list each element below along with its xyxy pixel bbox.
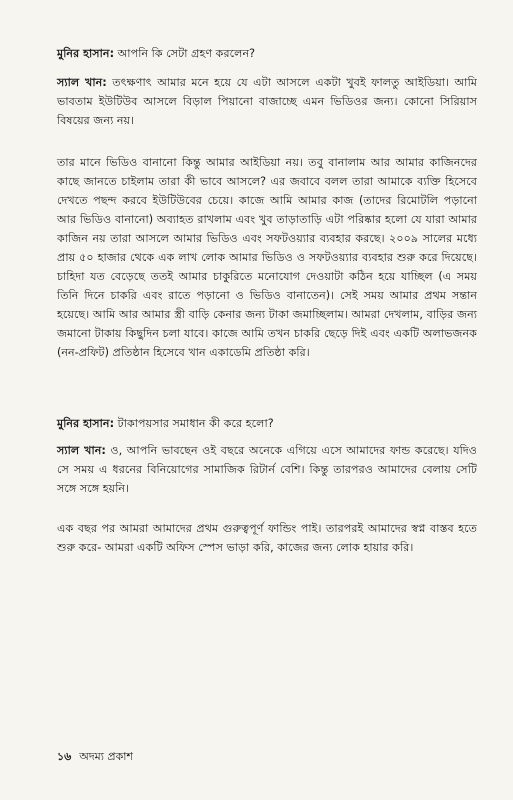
speaker-name: মুনির হাসান:: [57, 417, 115, 430]
question-text: টাকাপয়সার সমাধান কী করে হলো?: [114, 417, 274, 430]
speaker-name: স্যাল খান:: [57, 76, 107, 89]
answer-text: ও, আপনি ভাবছেন ওই বছরে অনেকে এগিয়ে এসে আমাদের ফান্ড করেছে। যদিও সে সময় এ ধরনের বিনিয়োগের সামাজিক রিটার্ন বেশি। কিন্তু তারপরও আমাদের বেলায় সেটি সঙ্গে সঙ্গে হয়নি।: [57, 444, 477, 495]
paragraph-text: তার মানে ভিডিও বানানো কিন্তু আমার আইডিয়া নয়। তবু বানালাম আর আমার কাজিনদের কাছে জানতে চাইলাম তারা কী ভাবে আসলে? এর জবাবে বলল তারা আমাকে ব্যক্তি হিসেবে দেখতে পছন্দ করবে ইউটিউবের চেয়ে। কাজে আমি আমার কাজ (তাদের রিমোটলি পড়ানো আর ভিডিও বানানো) অব্যাহত রাখলাম এবং খুব তাড়াতাড়ি এটা পরিষ্কার হলো যে যারা আমার কাজিন নয় তারা আসলে আমার ভিডিও এবং সফটওয়্যার ব্যবহার করছে। ২০০৯ সালের মধ্যে প্রায় ৫০ হাজার থেকে এক লাখ লোক আমার ভিডিও ও সফটওয়্যার ব্যবহার শুরু করে দিয়েছে। চাহিদা যত বেড়েছে ততই আমার চাকুরিতে মনোযোগ দেওয়াটা কঠিন হয়ে যাচ্ছিল (এ সময় তিনি দিনে চাকরি এবং রাতে পড়ানো ও ভিডিও বানাতেন)। সেই সময় আমার প্রথম সন্তান হয়েছে। আমি আর আমার স্ত্রী বাড়ি কেনার জন্য টাকা জমাচ্ছিলাম। আমরা দেখলাম, বাড়ির জন্য জমানো টাকায় কিছুদিন চলা যাবে। কাজে আমি তখন চাকরি ছেড়ে দিই এবং একটি অলাভজনক (নন-প্রফিট) প্রতিষ্ঠান হিসেবে খান একাডেমি প্রতিষ্ঠা করি।: [57, 156, 477, 359]
speaker-name: মুনির হাসান:: [57, 47, 115, 60]
interview-answer-1: [57, 73, 477, 130]
interview-question-2: [57, 414, 477, 433]
book-title: অদম্য প্রকাশ: [79, 750, 134, 763]
interview-answer-2: [57, 441, 477, 498]
interview-question-1: [57, 44, 477, 63]
body-paragraph-2: [57, 519, 477, 557]
answer-text: তৎক্ষণাৎ আমার মনে হয়ে যে এটা আসলে একটা খুবই ফালতু আইডিয়া। আমি ভাবতাম ইউটিউব আসলে বিড়াল পিয়ানো বাজাচ্ছে এমন ভিডিওর জন্য। কোনো সিরিয়াস বিষয়ের জন্য নয়।: [57, 76, 477, 127]
paragraph-text: এক বছর পর আমরা আমাদের প্রথম গুরুত্বপূর্ণ ফান্ডিং পাই। তারপরই আমাদের স্বপ্ন বাস্তব হতে শুরু করে- আমরা একটি অফিস স্পেস ভাড়া করি, কাজের জন্য লোক হায়ার করি।: [57, 522, 477, 554]
body-paragraph-1: [57, 153, 477, 362]
question-text: আপনি কি সেটা গ্রহণ করলেন?: [114, 47, 256, 60]
speaker-name: স্যাল খান:: [57, 444, 106, 457]
page-number: ১৬: [57, 750, 72, 763]
page-footer: [57, 748, 133, 767]
